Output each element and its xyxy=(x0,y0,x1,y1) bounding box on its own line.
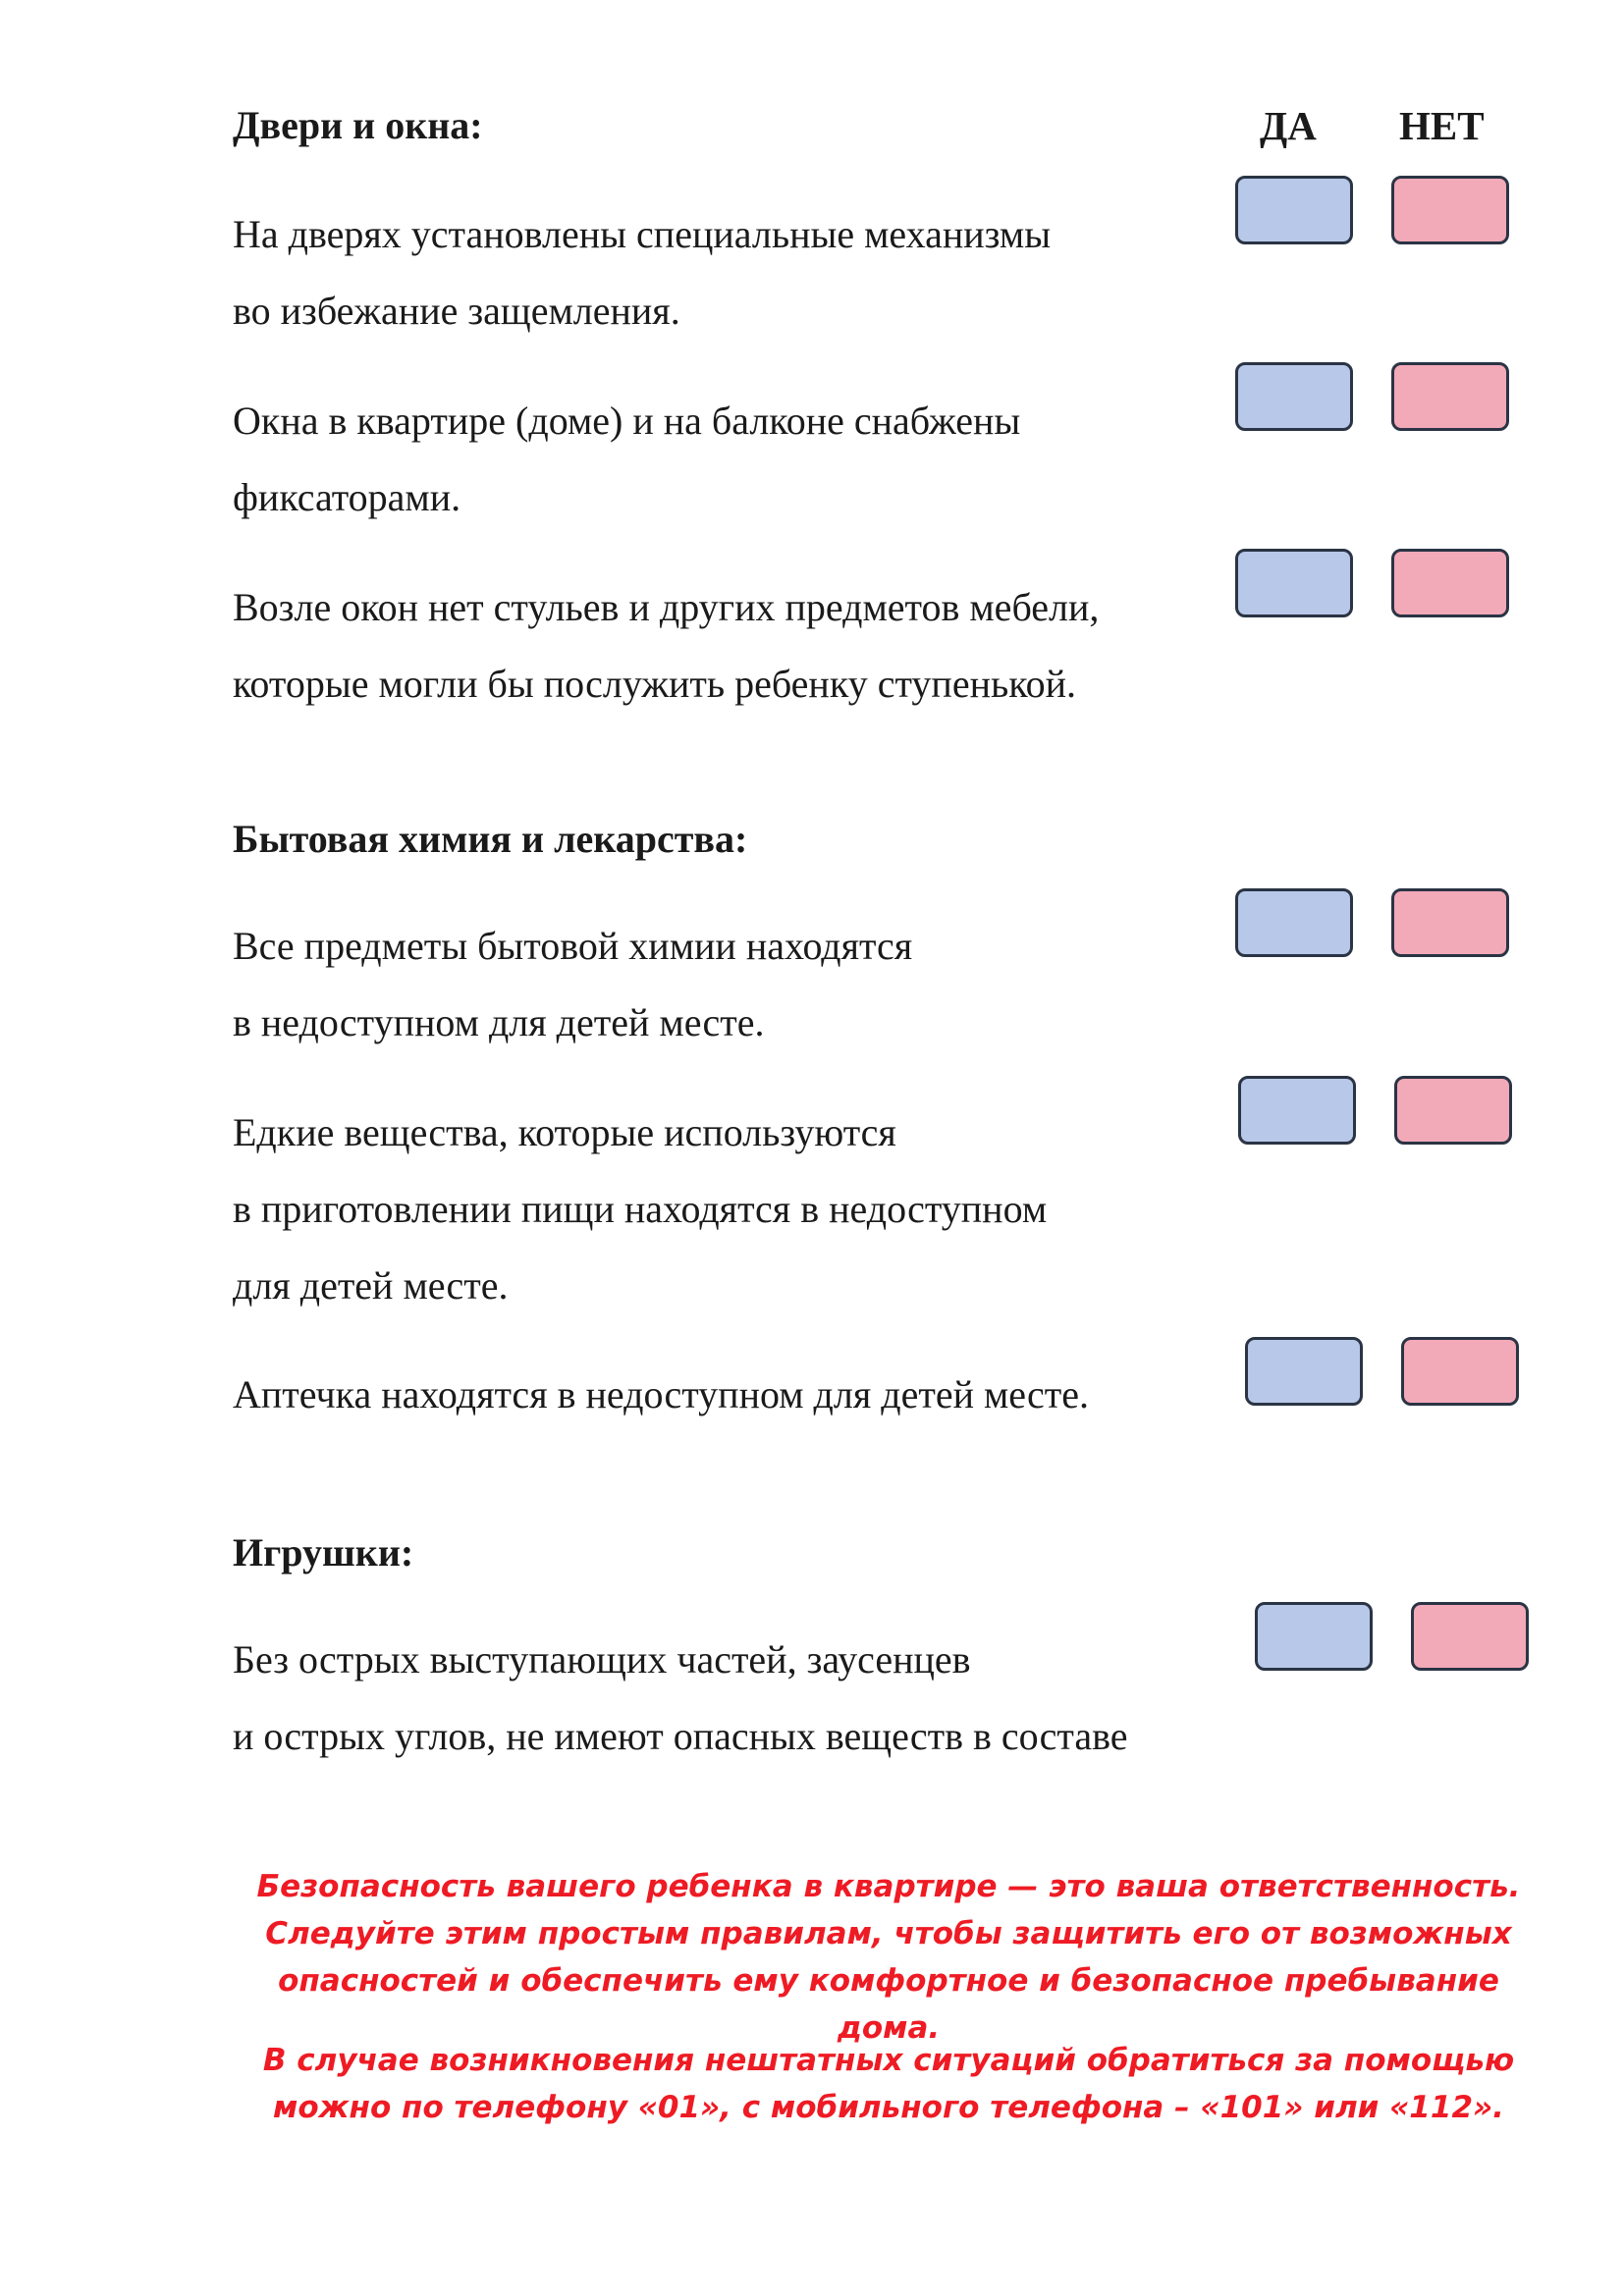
yes-checkbox[interactable] xyxy=(1235,362,1353,431)
checklist-item-text: Аптечка находятся в недоступном для детей месте. xyxy=(233,1372,1090,1416)
section-title-toys: Игрушки: xyxy=(233,1530,414,1575)
no-checkbox[interactable] xyxy=(1391,176,1509,244)
no-column-header: НЕТ xyxy=(1399,103,1485,148)
yes-checkbox[interactable] xyxy=(1255,1602,1373,1671)
emergency-contact-paragraph: В случае возникновения нештатных ситуаций обратиться за помощью можно по телефону «01», с мобильного телефона – «101» или «112». xyxy=(262,2043,1515,2125)
checklist-item-text: Без острых выступающих частей, заусенцев и острых углов, не имеют опасных веществ в составе xyxy=(233,1637,1128,1758)
yes-checkbox[interactable] xyxy=(1235,888,1353,957)
yes-column-header: ДА xyxy=(1260,103,1317,148)
no-checkbox[interactable] xyxy=(1391,362,1509,431)
section-title-chemicals-medicines: Бытовая химия и лекарства: xyxy=(233,817,748,861)
yes-checkbox[interactable] xyxy=(1238,1076,1356,1145)
checklist-item-text: Все предметы бытовой химии находятся в недоступном для детей месте. xyxy=(233,924,913,1044)
no-checkbox[interactable] xyxy=(1394,1076,1512,1145)
checklist-item-text: Окна в квартире (доме) и на балконе снабжены фиксаторами. xyxy=(233,399,1021,519)
no-checkbox[interactable] xyxy=(1391,888,1509,957)
yes-checkbox[interactable] xyxy=(1235,549,1353,617)
section-title-doors-windows: Двери и окна: xyxy=(233,103,483,147)
no-checkbox[interactable] xyxy=(1401,1337,1519,1406)
no-checkbox[interactable] xyxy=(1391,549,1509,617)
safety-notice-paragraph: Безопасность вашего ребенка в квартире — это ваша ответственность. Следуйте этим простым правилам, чтобы защитить его от возможных опасностей и обеспечить ему комфортное и безопасное пребывание дома. xyxy=(256,1869,1521,2046)
checklist-item-text: Едкие вещества, которые используются в приготовлении пищи находятся в недоступном для детей месте. xyxy=(233,1110,1048,1308)
yes-checkbox[interactable] xyxy=(1235,176,1353,244)
checklist-item-text: Возле окон нет стульев и других предметов мебели, которые могли бы послужить ребенку ступенькой. xyxy=(233,585,1100,706)
no-checkbox[interactable] xyxy=(1411,1602,1529,1671)
yes-checkbox[interactable] xyxy=(1245,1337,1363,1406)
checklist-item-text: На дверях установлены специальные механизмы во избежание защемления. xyxy=(233,212,1052,333)
